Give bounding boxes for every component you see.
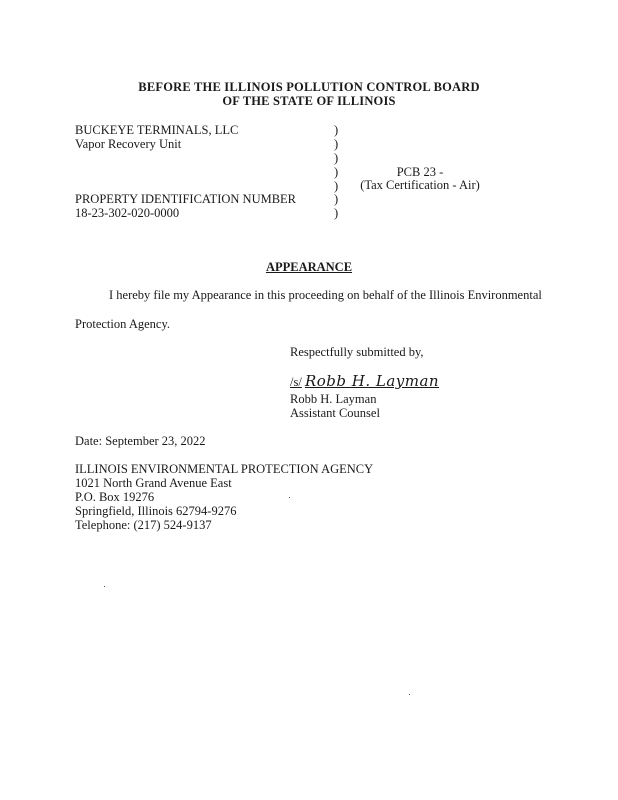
pin-value: 18-23-302-020-0000 [75, 206, 180, 220]
agency-address: 1021 North Grand Avenue East [75, 476, 232, 490]
board-title-line-1: BEFORE THE ILLINOIS POLLUTION CONTROL BOARD [138, 80, 480, 94]
pin-label: PROPERTY IDENTIFICATION NUMBER [75, 192, 297, 206]
case-number: PCB 23 - [396, 165, 444, 179]
signature-line [290, 372, 439, 390]
scan-speck [104, 586, 105, 587]
signature-script: Robb H. Layman [304, 372, 440, 390]
agency-city: Springfield, Illinois 62794-9276 [75, 504, 237, 518]
caption-paren: ) [334, 123, 339, 137]
case-type: (Tax Certification - Air) [360, 178, 480, 192]
appearance-heading: APPEARANCE [265, 260, 353, 274]
caption-paren: ) [334, 206, 339, 220]
caption-paren: ) [334, 137, 339, 151]
closing-text: Respectfully submitted by, [290, 345, 424, 359]
caption-paren: ) [334, 179, 339, 193]
agency-phone: Telephone: (217) 524-9137 [75, 518, 212, 532]
date-line: Date: September 23, 2022 [75, 434, 206, 448]
board-title-line-2: OF THE STATE OF ILLINOIS [222, 94, 396, 108]
signature-prefix: /s/ [290, 375, 302, 389]
caption-paren: ) [334, 165, 339, 179]
unit-name: Vapor Recovery Unit [75, 137, 182, 151]
signer-title: Assistant Counsel [290, 406, 380, 420]
scan-speck [289, 497, 290, 498]
caption-paren: ) [334, 192, 339, 206]
signer-name: Robb H. Layman [290, 392, 377, 406]
party-name: BUCKEYE TERMINALS, LLC [75, 123, 239, 137]
agency-po-box: P.O. Box 19276 [75, 490, 155, 504]
agency-name: ILLINOIS ENVIRONMENTAL PROTECTION AGENCY [75, 462, 374, 476]
appearance-body-line-1: I hereby file my Appearance in this proceeding on behalf of the Illinois Environmental [109, 288, 542, 302]
appearance-body-line-2: Protection Agency. [75, 317, 171, 331]
caption-paren: ) [334, 151, 339, 165]
scan-speck [409, 694, 410, 695]
